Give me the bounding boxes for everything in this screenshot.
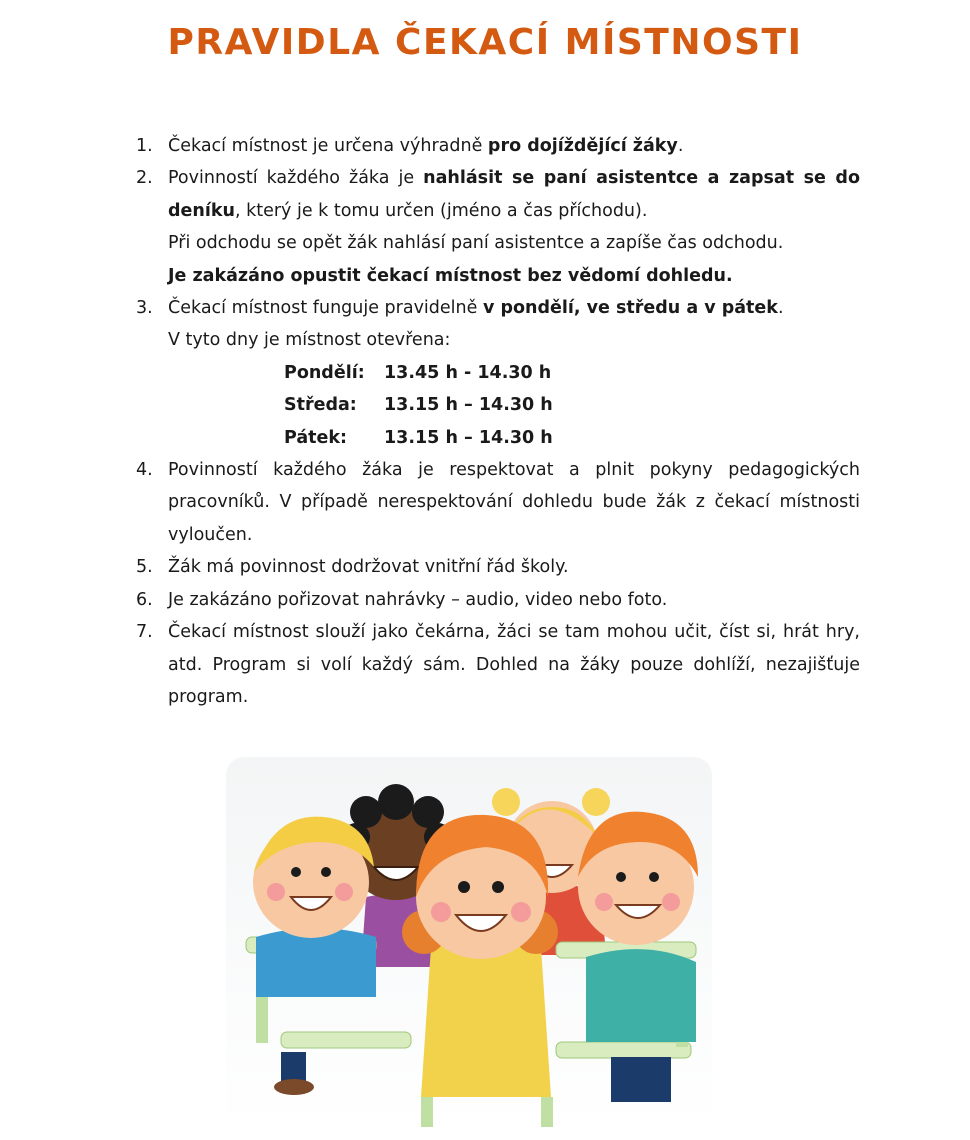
schedule-time: 13.15 h – 14.30 h [384,395,553,416]
rule-text: . [677,136,684,156]
rule-number: 6. [136,589,153,610]
rule-text: Povinností každého žáka je [168,168,424,189]
rule-emphasis: Je zakázáno opustit čekací místnost bez vědomí dohledu. [168,265,733,286]
rule-number: 4. [136,460,153,481]
rule-text: Žák má povinnost dodržovat vnitřní řád školy. [168,557,569,578]
rule-number: 1. [136,136,153,156]
rule-text: Čekací místnost je určena výhradně [168,136,488,156]
rule-4 [136,454,860,551]
children-illustration [226,757,712,1132]
schedule-day: Pátek: [284,427,348,448]
rule-text: Povinností každého žáka je respektovat a plnit pokyny pedagogických pracovníků. V případě nerespektování dohledu bude žák z čekací místnosti vyloučen. [168,460,860,545]
rule-number: 2. [136,168,153,189]
rule-text: Je zakázáno pořizovat nahrávky – audio, video nebo foto. [168,589,668,610]
rule-number: 5. [136,557,153,578]
rule-text: Při odchodu se opět žák nahlásí paní asistentce a zapíše čas odchodu. [168,233,784,254]
rule-text: . [777,298,784,319]
rule-text: V tyto dny je místnost otevřena: [168,330,451,351]
rule-number: 3. [136,298,153,319]
rule-2 [136,162,860,292]
rules-list [136,130,860,713]
schedule-time: 13.45 h - 14.30 h [384,362,552,383]
rule-number: 7. [136,622,153,643]
schedule-row [284,422,860,454]
rule-3 [136,292,860,454]
rule-text: Čekací místnost funguje pravidelně [168,298,483,319]
rule-6 [136,584,860,616]
schedule-row [284,389,860,421]
page-title: PRAVIDLA ČEKACÍ MÍSTNOSTI [167,22,803,63]
rule-text: , který je k tomu určen (jméno a čas příchodu). [234,200,648,221]
schedule-time: 13.15 h – 14.30 h [384,427,553,448]
rule-text: Čekací místnost slouží jako čekárna, žáci se tam mohou učit, číst si, hrát hry, atd. Program si volí každý sám. Dohled na žáky pouze dohlíží, nezajišťuje program. [168,622,860,707]
rule-7 [136,616,860,713]
rule-emphasis: nahlásit se paní asistentce a zapsat se do deníku [168,168,860,221]
schedule-day: Pondělí: [284,362,365,383]
opening-hours [284,357,860,454]
rule-5 [136,551,860,583]
schedule-day: Středa: [284,395,357,416]
rule-1 [136,130,860,162]
rule-emphasis: pro dojíždějící žáky [487,136,678,156]
rule-emphasis: v pondělí, ve středu a v pátek [482,298,778,319]
schedule-row [284,357,860,389]
